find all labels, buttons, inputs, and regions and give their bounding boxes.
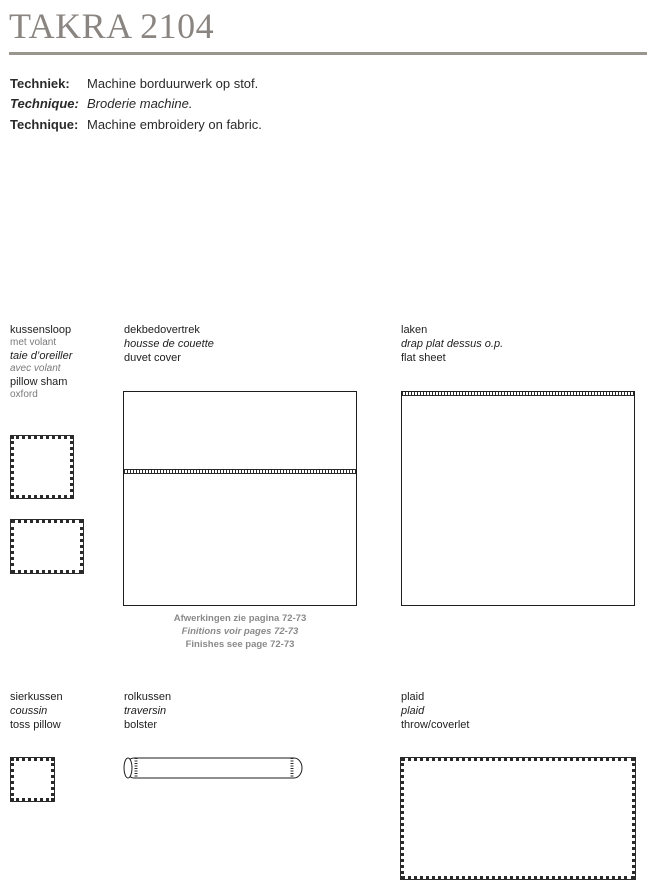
- name-en: toss pillow: [10, 719, 61, 731]
- name-en: pillow sham: [10, 376, 68, 388]
- name-en: duvet cover: [124, 352, 181, 364]
- technique-en: [10, 117, 262, 133]
- name-nl: kussensloop: [10, 324, 72, 336]
- finishes-note-en: Finishes see page 72-73: [185, 639, 295, 650]
- name-nl: plaid: [401, 691, 425, 703]
- name-nl: rolkussen: [124, 691, 172, 703]
- name-fr: coussin: [10, 705, 48, 717]
- name-en: throw/coverlet: [401, 719, 470, 731]
- caption-laken: [401, 323, 503, 365]
- flat-sheet-diagram: [401, 391, 635, 606]
- caption-rolkussen: [124, 690, 171, 732]
- technique-label: Technique:: [10, 117, 79, 132]
- name-nl: laken: [401, 324, 428, 336]
- throw-coverlet-diagram: [401, 758, 635, 879]
- caption-sierkussen: [10, 690, 63, 732]
- name-en-sub: oxford: [10, 389, 38, 400]
- name-en: bolster: [124, 719, 158, 731]
- toss-pillow-diagram: [11, 758, 54, 801]
- name-nl: dekbedovertrek: [124, 324, 200, 336]
- page-title: TAKRA 2104: [9, 6, 215, 46]
- bolster-diagram: [120, 756, 310, 782]
- pillow-sham-oxford-diagram: [11, 520, 83, 573]
- name-fr: plaid: [401, 705, 425, 717]
- duvet-embroidery-band: [124, 469, 356, 474]
- name-en: flat sheet: [401, 352, 446, 364]
- caption-kussensloop: [10, 323, 72, 401]
- pillow-sham-square-diagram: [11, 436, 73, 498]
- title-divider: [9, 52, 647, 55]
- technique-label: Technique:: [10, 96, 79, 111]
- duvet-cover-diagram: [123, 391, 357, 606]
- caption-dekbedovertrek: [124, 323, 214, 365]
- finishes-note: [123, 612, 357, 651]
- finishes-note-fr: Finitions voir pages 72-73: [181, 626, 299, 637]
- sheet-embroidery-band: [402, 392, 634, 396]
- name-fr: taie d’oreiller: [10, 350, 73, 362]
- technique-nl: [10, 76, 258, 92]
- name-fr: traversin: [124, 705, 167, 717]
- technique-value: Machine borduurwerk op stof.: [87, 76, 259, 91]
- technique-value: Machine embroidery on fabric.: [87, 117, 262, 132]
- name-fr: drap plat dessus o.p.: [401, 338, 504, 350]
- name-nl-sub: met volant: [10, 337, 57, 348]
- technique-value: Broderie machine.: [87, 96, 193, 111]
- finishes-note-nl: Afwerkingen zie pagina 72-73: [173, 613, 307, 624]
- technique-fr: [10, 96, 193, 112]
- caption-plaid: [401, 690, 469, 732]
- name-fr: housse de couette: [124, 338, 214, 350]
- name-fr-sub: avec volant: [10, 363, 61, 374]
- name-nl: sierkussen: [10, 691, 63, 703]
- technique-label: Techniek:: [10, 76, 70, 91]
